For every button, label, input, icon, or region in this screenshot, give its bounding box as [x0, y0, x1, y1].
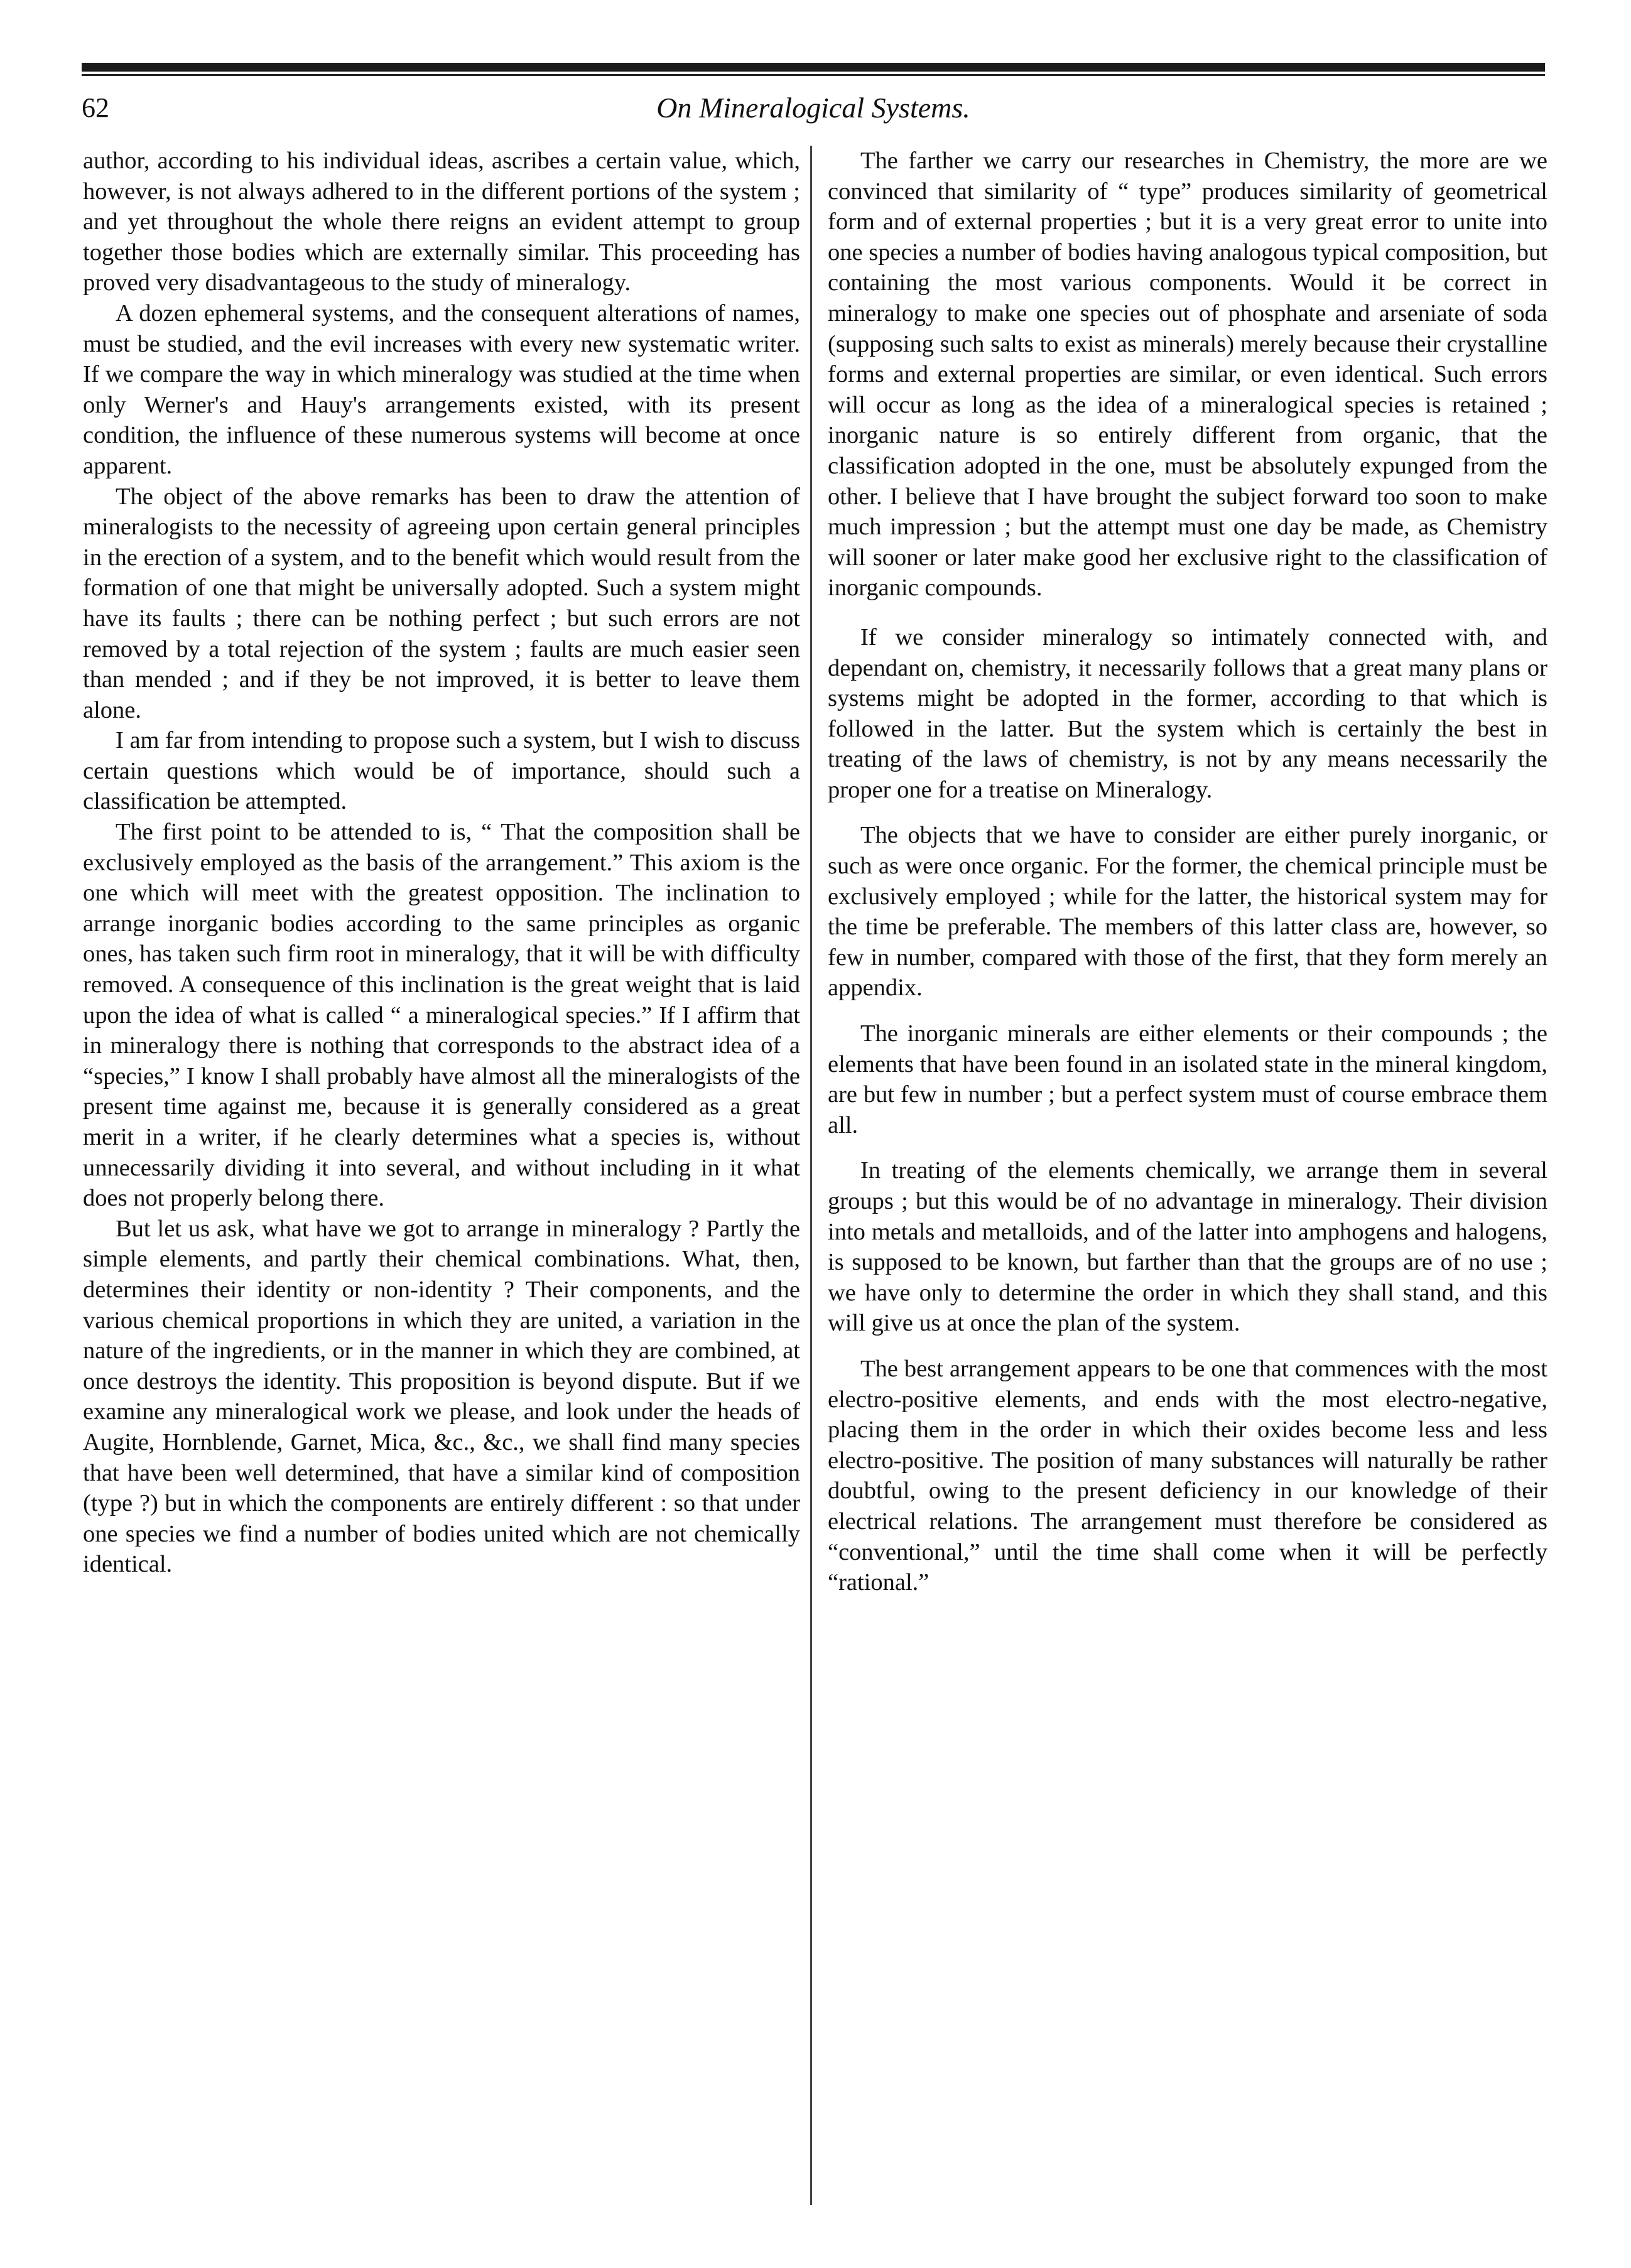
header-rule — [82, 63, 1545, 72]
paragraph: The inorganic minerals are either elements or their compounds ; the elements that have been found in an isolated state in the mineral kingdom, are but few in number ; but a perfect system must of course embrace them all. — [828, 1020, 1547, 1138]
paragraph: The objects that we have to consider are either purely inorganic, or such as were once organic. For the former, the chemical principle must be exclusively employed ; while for the latter, the historical system may for the time be preferable. The members of this latter class are, however, so few in number, compared with those of the first, that they form merely an appendix. — [828, 822, 1547, 1002]
paragraph: The best arrangement appears to be one that commences with the most electro-positive elements, and ends with the most electro-negative, placing them in the order in which their oxides become less and less electro-positive. The position of many substances will naturally be rather doubtful, owing to the present deficiency in our knowledge of their electrical relations. The arrangement must therefore be considered as “conventional,” until the time shall come when it will be perfectly “rational.” — [828, 1355, 1547, 1596]
left-column — [83, 146, 800, 1580]
paragraph: The farther we carry our researches in Chemistry, the more are we convinced that similarity of “ type” produces similarity of geometrical form and of external properties ; but it is a very great error to unite into one species a number of bodies having analogous typical composition, but containing the most various components. Would it be correct in mineralogy to make one species out of phosphate and arseniate of soda (supposing such salts to exist as minerals) merely because their crystalline forms and external properties are similar, or even identical. Such errors will occur as long as the idea of a mineralogical species is retained ; inorganic nature is so entirely different from organic, that the classification adopted in the one, must be absolutely expunged from the other. I believe that I have brought the subject forward too soon to make much impression ; but the attempt must one day be made, as Chemistry will sooner or later make good her exclusive right to the classification of inorganic compounds. — [828, 148, 1547, 602]
header-rule-thin — [82, 74, 1545, 76]
paragraph: If we consider mineralogy so intimately connected with, and dependant on, chemistry, it necessarily follows that a great many plans or systems might be adopted in the former, according to that which is followed in the latter. But the system which is certainly the best in treating of the laws of chemistry, is not by any means necessarily the proper one for a treatise on Mineralogy. — [828, 624, 1547, 803]
paragraph: A dozen ephemeral systems, and the consequent alterations of names, must be studied, and the evil increases with every new systematic writer. If we compare the way in which mineralogy was studied at the time when only Werner's and Hauy's arrangements existed, with its present condition, the influence of these numerous systems will become at once apparent. — [83, 300, 800, 479]
column-divider — [810, 146, 812, 2205]
paragraph: author, according to his individual ideas, ascribes a certain value, which, however, is not always adhered to in the different portions of the system ; and yet throughout the whole there reigns an evident attempt to group together those bodies which are externally similar. This proceeding has proved very disadvantageous to the study of mineralogy. — [83, 148, 800, 296]
right-column — [828, 146, 1547, 1613]
paragraph: I am far from intending to propose such a system, but I wish to discuss certain questions which would be of importance, should such a classification be attempted. — [83, 727, 800, 815]
paragraph: In treating of the elements chemically, we arrange them in several groups ; but this would be of no advantage in mineralogy. Their division into metals and metalloids, and of the latter into amphogens and halogens, is supposed to be known, but farther than that the groups are of no use ; we have only to determine the order in which they shall stand, and this will give us at once the plan of the system. — [828, 1157, 1547, 1337]
running-title: On Mineralogical Systems. — [656, 92, 970, 124]
paragraph: But let us ask, what have we got to arrange in mineralogy ? Partly the simple elements, and partly their chemical combinations. What, then, determines their identity or non-identity ? Their components, and the various chemical proportions in which they are united, a variation in the nature of the ingredients, or in the manner in which they are combined, at once destroys the identity. This proposition is beyond dispute. But if we examine any mineralogical work we please, and look under the heads of Augite, Hornblende, Garnet, Mica, &c., &c., we shall find many species that have been well determined, that have a similar kind of composition (type ?) but in which the components are entirely different : so that under one species we find a number of bodies united which are not chemically identical. — [83, 1215, 800, 1578]
paragraph: The object of the above remarks has been to draw the attention of mineralogists to the necessity of agreeing upon certain general principles in the erection of a system, and to the benefit which would result from the formation of one that might be universally adopted. Such a system might have its faults ; there can be nothing perfect ; but such errors are not removed by a total rejection of the system ; faults are much easier seen than mended ; and if they be not improved, it is better to leave them alone. — [83, 483, 800, 723]
page-header — [82, 88, 1545, 133]
page-number: 62 — [82, 92, 109, 123]
paragraph: The first point to be attended to is, “ That the composition shall be exclusively employed as the basis of the arrangement.” This axiom is the one which will meet with the greatest opposition. The inclination to arrange inorganic bodies according to the same principles as organic ones, has taken such firm root in mineralogy, that it will be with difficulty removed. A consequence of this inclination is the great weight that is laid upon the idea of what is called “ a mineralogical species.” If I affirm that in mineralogy there is nothing that corresponds to the abstract idea of a “species,” I know I shall probably have almost all the mineralogists of the present time against me, because it is generally considered as a great merit in a writer, if he clearly determines what a species is, without unnecessarily dividing it into several, and without including in it what does not properly belong there. — [83, 819, 800, 1212]
